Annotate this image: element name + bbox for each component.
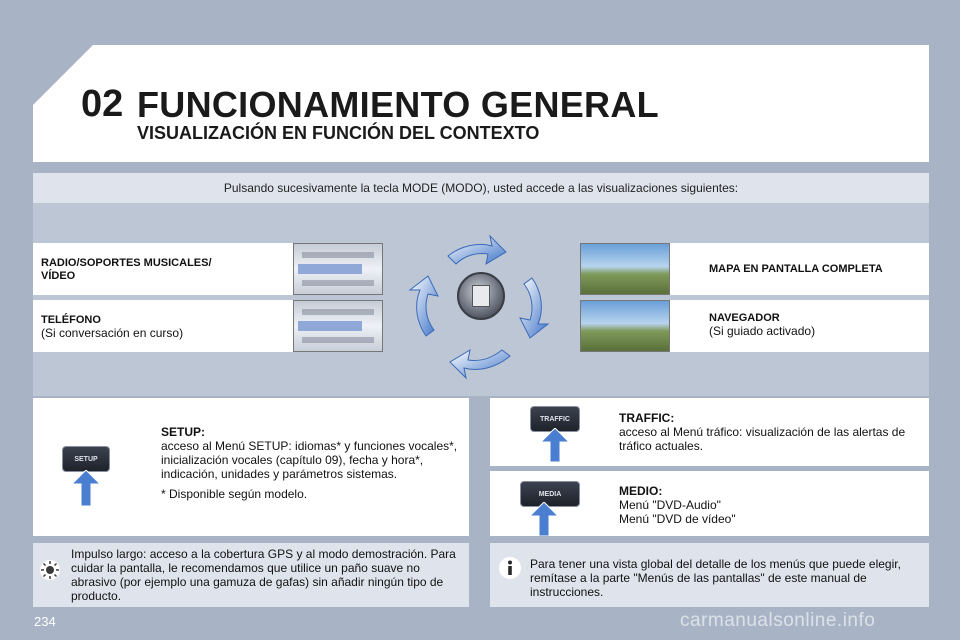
page-title: FUNCIONAMIENTO GENERAL [137, 84, 659, 125]
nav-note: (Si guiado activado) [709, 324, 816, 338]
sun-icon [38, 558, 62, 582]
map-title: MAPA EN PANTALLA COMPLETA [709, 263, 883, 275]
dial-face [472, 285, 490, 307]
nav-title: NAVEGADOR [709, 312, 780, 324]
setup-footnote: * Disponible según modelo. [161, 487, 308, 501]
up-arrow-icon [72, 470, 100, 506]
screen-highlight [298, 264, 362, 274]
screen-line [302, 280, 374, 286]
up-arrow-icon [541, 428, 569, 462]
tip-left-text: Impulso largo: acceso a la cobertura GPS y al modo demostración. Para cuidar la pantalla, le recomendamos que utilice un paño suave no abrasivo (por ejemplo una gamuza de gafas) sin añadir ningún tipo de producto. [71, 547, 456, 603]
media-line2: Menú "DVD de vídeo" [619, 512, 736, 526]
screen-line [302, 337, 374, 343]
nav-label [709, 312, 815, 338]
setup-body: acceso al Menú SETUP: idiomas* y funciones vocales*, inicialización vocales (capítulo 09), fecha y hora*, indicación, unidades y parámetros sistemas. [161, 439, 458, 481]
traffic-key[interactable]: TRAFFIC [530, 406, 580, 432]
media-line1: Menú "DVD-Audio" [619, 498, 721, 512]
screen-highlight [298, 321, 362, 331]
tip-right-text: Para tener una vista global del detalle de los menús que puede elegir, remítase a la parte "Menús de las pantallas" de este manual de instrucciones. [530, 557, 901, 599]
traffic-body: acceso al Menú tráfico: visualización de las alertas de tráfico actuales. [619, 425, 906, 453]
nav-screen [580, 300, 670, 352]
page-subtitle: VISUALIZACIÓN EN FUNCIÓN DEL CONTEXTO [137, 123, 540, 143]
info-icon [498, 556, 522, 580]
intro-text: Pulsando sucesivamente la tecla MODE (MODO), usted accede a las visualizaciones siguientes: [33, 173, 929, 203]
mode-dial-icon [457, 272, 505, 320]
screen-line [302, 309, 374, 315]
chapter-number: 02 [81, 83, 124, 125]
radio-label [41, 257, 212, 283]
page-number: 234 [34, 614, 56, 629]
screen-line [302, 252, 374, 258]
setup-title: SETUP: [161, 425, 206, 439]
media-title: MEDIO: [619, 484, 663, 498]
up-arrow-icon [530, 502, 558, 536]
watermark: carmanualsonline.info [680, 610, 876, 631]
setup-description [161, 425, 461, 481]
phone-screen [293, 300, 383, 352]
radio-screen [293, 243, 383, 295]
setup-key[interactable]: SETUP [62, 446, 110, 472]
radio-title-line2: VÍDEO [41, 270, 76, 282]
phone-title: TELÉFONO [41, 314, 101, 326]
traffic-description [619, 411, 909, 453]
map-label [709, 263, 883, 276]
phone-label [41, 314, 183, 340]
map-screen [580, 243, 670, 295]
traffic-title: TRAFFIC: [619, 411, 675, 425]
phone-note: (Si conversación en curso) [41, 326, 184, 340]
radio-title-line1: RADIO/SOPORTES MUSICALES/ [41, 257, 212, 269]
media-description [619, 484, 909, 526]
media-key[interactable]: MEDIA [520, 481, 580, 507]
